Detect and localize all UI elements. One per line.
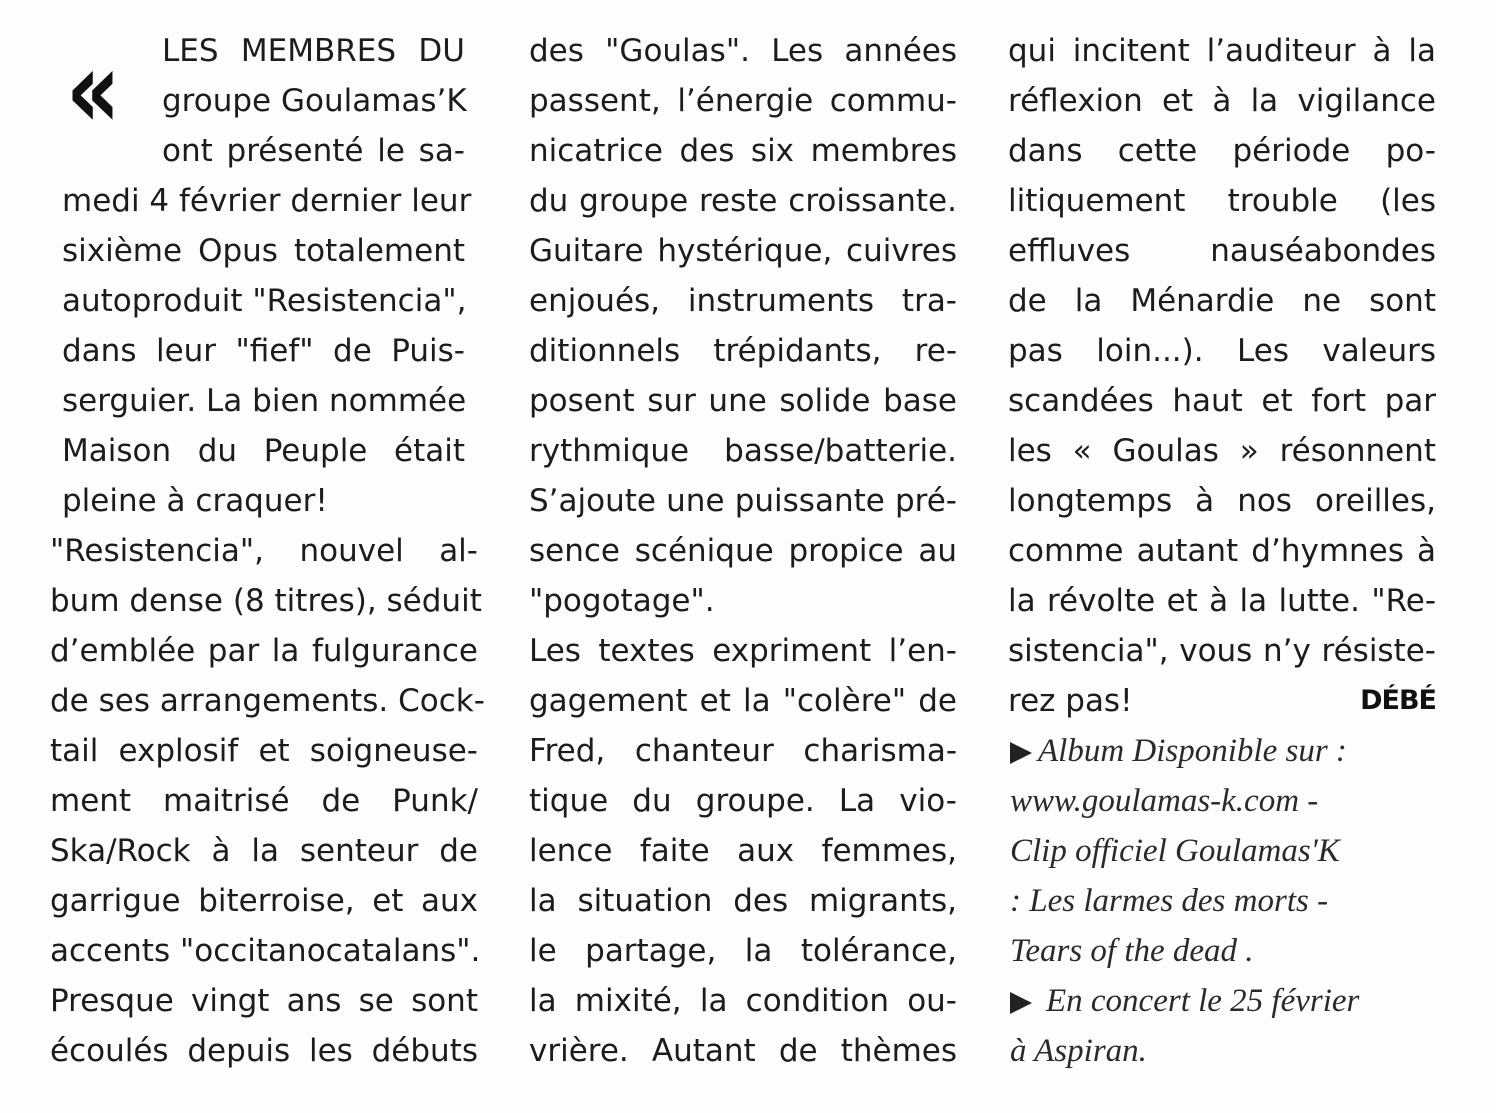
col1-line: LES MEMBRES DU: [162, 33, 465, 69]
col2-line: gagement et la "colère" de: [529, 683, 957, 719]
col3-line: les « Goulas » résonnent: [1008, 433, 1436, 469]
col2-line: lence faite aux femmes,: [529, 833, 957, 869]
col3-line: rez pas!: [1008, 683, 1133, 719]
triangle-bullet-icon: [1010, 742, 1032, 764]
col1-line: Ska/Rock à la senteur de: [50, 833, 478, 869]
col1-line: pleine à craquer!: [62, 483, 328, 519]
col3-line: de la Ménardie ne sont: [1008, 283, 1436, 319]
col1-line: ment maitrisé de Punk/: [50, 783, 478, 819]
col2-line: sence scénique propice au: [529, 533, 957, 569]
col3-line: scandées haut et fort par: [1008, 383, 1436, 419]
col1-line: écoulés depuis les débuts: [50, 1033, 478, 1069]
col3-line: comme autant d’hymnes à: [1008, 533, 1436, 569]
col3-line: litiquement trouble (les: [1008, 183, 1436, 219]
album-info-line: Tears of the dead .: [1010, 933, 1254, 969]
album-info-line: Album Disponible sur :: [1010, 726, 1347, 776]
col1-line: serguier. La bien nommée: [62, 383, 467, 419]
col2-line: nicatrice des six membres: [529, 133, 957, 169]
col2-line: Guitare hystérique, cuivres: [529, 233, 957, 269]
col1-line: accents "occitanocatalans".: [50, 933, 481, 969]
col2-line: la mixité, la condition ou-: [529, 983, 957, 1019]
col2-line: S’ajoute une puissante pré-: [529, 483, 957, 519]
col2-line: tique du groupe. La vio-: [529, 783, 957, 819]
col1-line: de ses arrangements. Cock-: [50, 683, 485, 719]
col2-line: ditionnels trépidants, re-: [529, 333, 957, 369]
col1-line: Maison du Peuple était: [62, 433, 465, 469]
col2-line: posent sur une solide base: [529, 383, 957, 419]
col2-line: Les textes expriment l’en-: [529, 633, 957, 669]
col3-line: sistencia", vous n’y résiste-: [1008, 633, 1436, 669]
col1-line: garrigue biterroise, et aux: [50, 883, 478, 919]
author-signature: DÉBÉ: [1360, 685, 1436, 716]
col1-line: sixième Opus totalement: [62, 233, 465, 269]
col2-line: passent, l’énergie commu-: [529, 83, 957, 119]
col1-line: tail explosif et soigneuse-: [50, 733, 478, 769]
triangle-bullet-icon: [1010, 992, 1032, 1014]
col2-line: la situation des migrants,: [529, 883, 957, 919]
col1-line: bum dense (8 titres), séduit: [50, 583, 482, 619]
col1-line: d’emblée par la fulgurance: [50, 633, 478, 669]
col1-line: groupe Goulamas’K: [162, 83, 467, 119]
album-info-line: www.goulamas-k.com -: [1010, 783, 1319, 819]
col2-line: des "Goulas". Les années: [529, 33, 957, 69]
concert-info-line: En concert le 25 février: [1010, 976, 1359, 1026]
col2-line: du groupe reste croissante.: [529, 183, 957, 219]
concert-info-line: à Aspiran.: [1010, 1033, 1147, 1069]
col3-line: longtemps à nos oreilles,: [1008, 483, 1436, 519]
col3-line: effluves nauséabondes: [1008, 233, 1436, 269]
col3-line: la révolte et à la lutte. "Re-: [1008, 583, 1436, 619]
col3-line: dans cette période po-: [1008, 133, 1436, 169]
opening-quote-mark: «: [66, 28, 121, 153]
col2-line: rythmique basse/batterie.: [529, 433, 957, 469]
col2-line: "pogotage".: [529, 583, 715, 619]
col3-line: pas loin...). Les valeurs: [1008, 333, 1436, 369]
col3-line: réflexion et à la vigilance: [1008, 83, 1436, 119]
col2-line: le partage, la tolérance,: [529, 933, 957, 969]
album-info-line: : Les larmes des morts -: [1010, 883, 1329, 919]
album-info-line: Clip officiel Goulamas'K: [1010, 833, 1340, 869]
col1-line: dans leur "fief" de Puis-: [62, 333, 465, 369]
col1-line: medi 4 février dernier leur: [62, 183, 472, 219]
col3-line: qui incitent l’auditeur à la: [1008, 33, 1436, 69]
col1-line: Presque vingt ans se sont: [50, 983, 478, 1019]
col2-line: vrière. Autant de thèmes: [529, 1033, 957, 1069]
col1-line: ont présenté le sa-: [162, 133, 465, 169]
col2-line: Fred, chanteur charisma-: [529, 733, 957, 769]
col1-line: "Resistencia", nouvel al-: [50, 533, 478, 569]
col2-line: enjoués, instruments tra-: [529, 283, 957, 319]
col1-line: autoproduit "Resistencia",: [62, 283, 467, 319]
